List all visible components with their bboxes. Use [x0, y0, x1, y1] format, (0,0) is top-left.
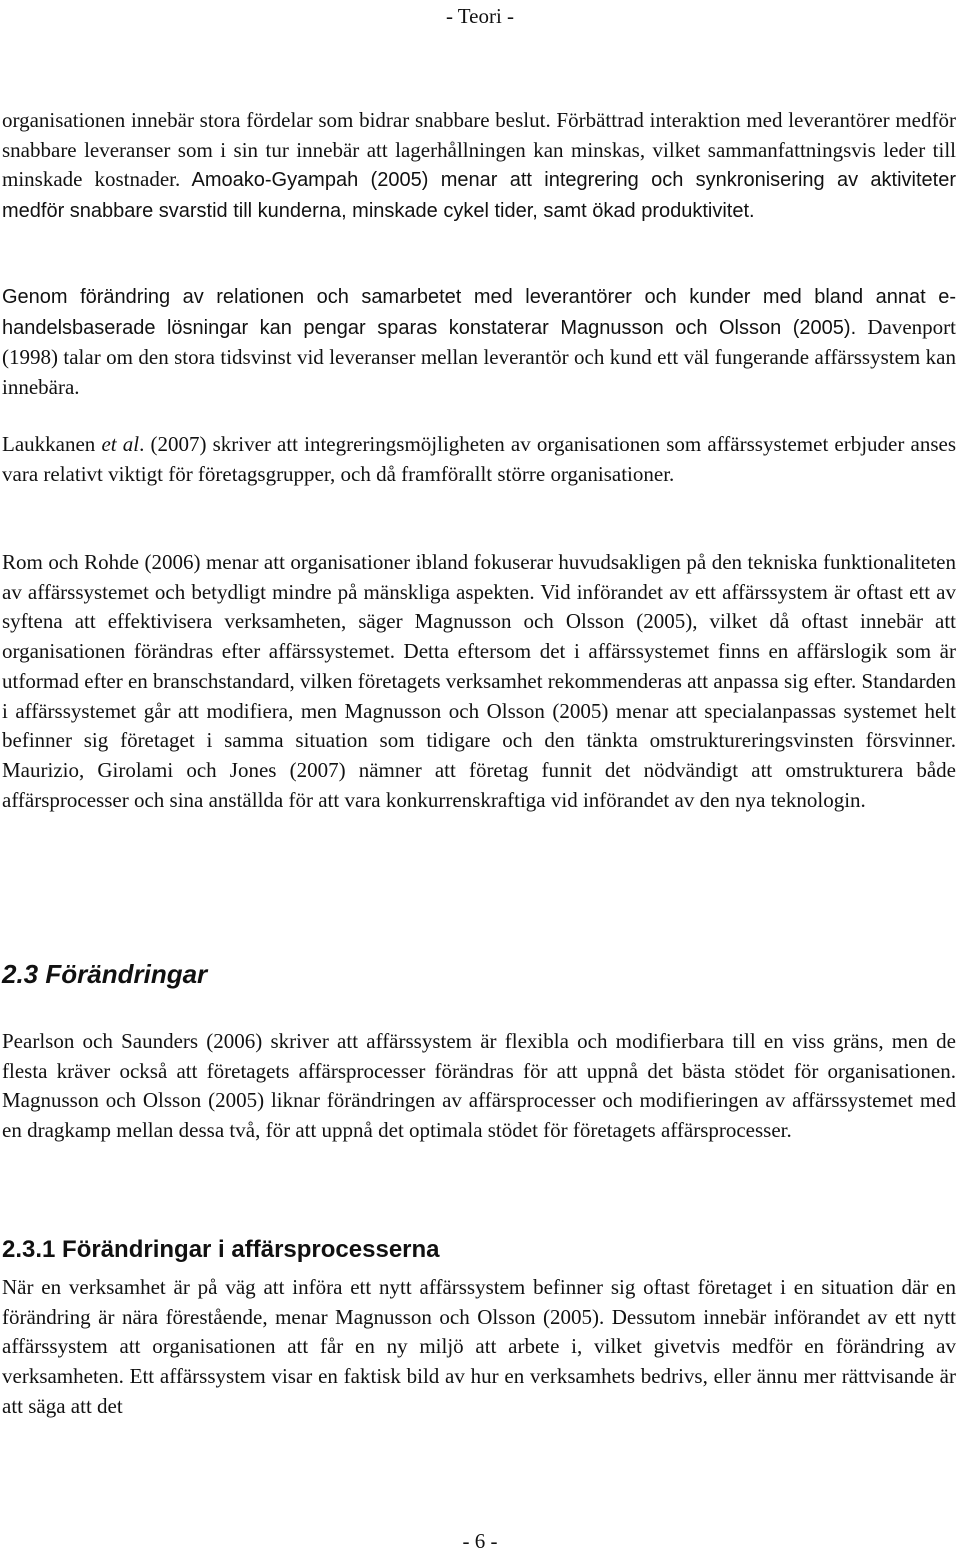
paragraph-integration-et-al: et al: [101, 432, 140, 456]
paragraph-functionality: Rom och Rohde (2006) menar att organisationer ibland fokuserar huvudsakligen på den tekniska funktionaliteten av affärssystemet och betydligt mindre på mänskliga aspekten. Vid införandet av ett affärssystem är oftast ett av syftena att effektivisera verksamheten, säger Magnusson och Olsson (2005), vilket då oftast innebär att organisationen förändras efter affärssystemet. Detta eftersom det i affärssystemet finns en affärslogik som är utformad efter en branschstandard, vilken företagets verksamhet rekommenderas att anpassa sig efter. Standarden i affärssystemet går att modifiera, men Magnusson och Olsson (2005) menar att specialanpassas systemet helt befinner sig företaget i samma situation som tidigare och den tänkta omstruktureringsvinsten försvinner. Maurizio, Girolami och Jones (2007) nämner att företag funnit det nödvändigt att omstrukturera både affärsprocesser och sina anställda för att vara konkurrenskraftiga vid införandet av den nya teknologin.: [2, 550, 956, 812]
paragraph-relations-sans-text: Genom förändring av relationen och samarbetet med leverantörer och kunder med bland annat e-handelsbaserade lösningar kan pengar sparas konstaterar Magnusson och Olsson (2005).: [2, 286, 956, 339]
running-header: - Teori -: [445, 4, 515, 28]
paragraph-change: När en verksamhet är på väg att införa ett nytt affärssystem befinner sig oftast företaget i en situation där en förändring är nära förestående, menar Magnusson och Olsson (2005). Dessutom innebär införandet av ett nytt affärssystem att organisationen att får en ny miljö att arbete i, vilket givetvis medför en förändring av verksamheten. Ett affärssystem visar en faktisk bild av hur en verksamhets bedrivs, eller ännu mer rättvisande är att säga att det: [2, 1275, 956, 1418]
paragraph-flexibility: Pearlson och Saunders (2006) skriver att affärssystem är flexibla och modifierbara till en viss gräns, men de flesta kräver också att företagets affärsprocesser förändras för att uppnå det bästa stödet för organisationen. Magnusson och Olsson (2005) liknar förändringen av affärsprocesser och modifieringen av affärssystemet med en dragkamp mellan dessa två, för att uppnå det optimala stödet för företagets affärsprocesser.: [2, 1029, 956, 1143]
paragraph-relations-serif-text: Davenport (1998) talar om den stora tidsvinst vid leveranser mellan leverantör och kund ett väl fungerande affärssystem kan innebära.: [2, 314, 956, 400]
paragraph-benefits-citation-text: Amoako-Gyampah (2005) menar att integrering och synkronisering av aktiviteter medför snabbare svarstid till kunderna, minskade cykel tider, samt ökad produktivitet.: [2, 169, 956, 223]
paragraph-benefits: [2, 106, 956, 227]
paragraph-integration: [2, 430, 956, 489]
page-number: - 6 -: [462, 1529, 498, 1553]
paragraph-integration-text: . (2007) skriver att integreringsmöjligheten av organisationen som affärssystemet erbjuder anses vara relativt viktigt för företagsgrupper, och då framförallt större organisationer.: [2, 432, 956, 486]
paragraph-integration-author: Laukkanen: [2, 432, 102, 456]
paragraph-relations: [2, 282, 956, 403]
section-heading: 2.3 Förändringar: [2, 959, 208, 989]
subsection-heading: 2.3.1 Förändringar i affärsprocesserna: [2, 1236, 440, 1263]
paragraph-benefits-text: organisationen innebär stora fördelar som bidrar snabbare beslut. Förbättrad interaktion med leverantörer medför snabbare leveranser som i sin tur innebär att lagerhållningen kan minskas, vilket sammanfattningsvis leder till minskade kostnader.: [2, 108, 956, 192]
